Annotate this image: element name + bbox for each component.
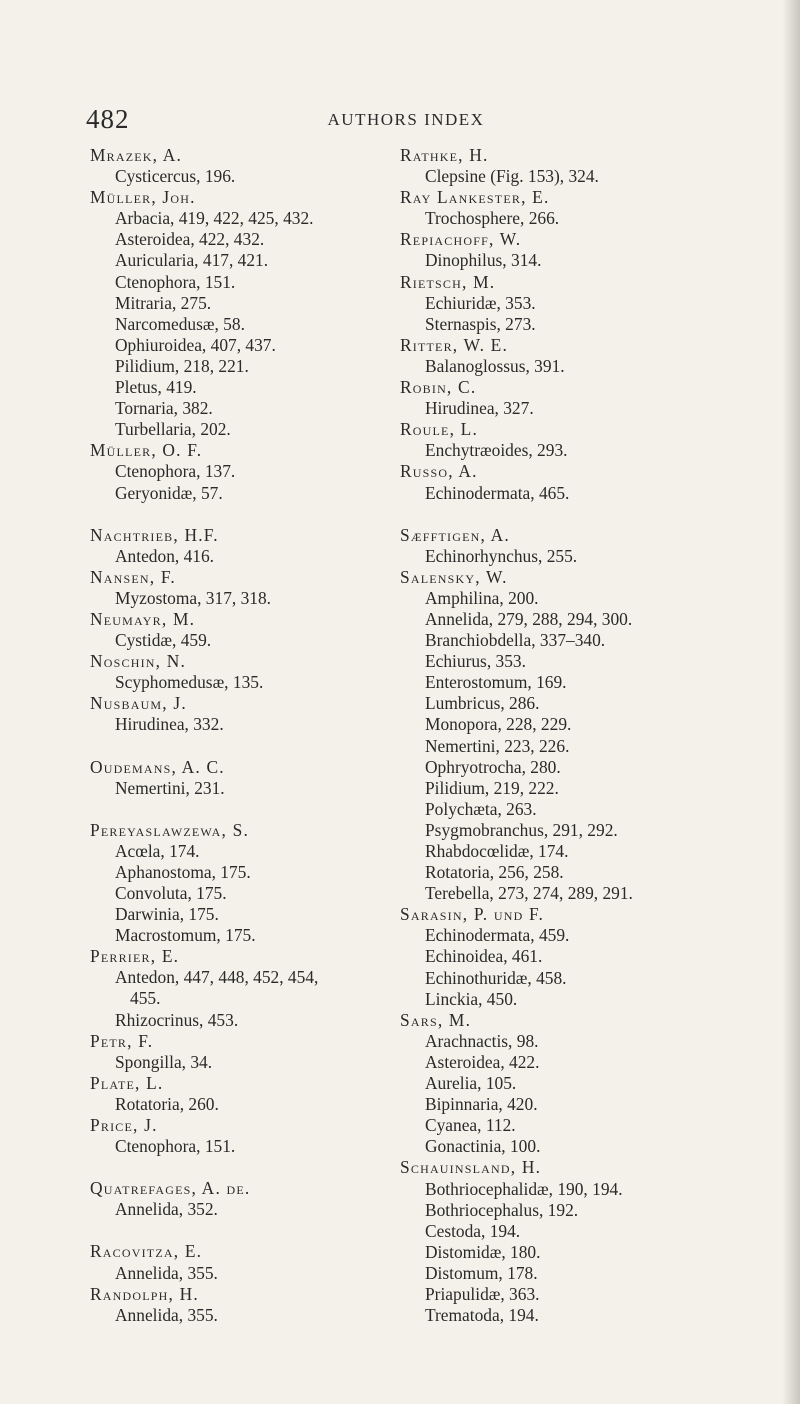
subject-reference: Nemertini, 223, 226. (425, 735, 570, 756)
author-name: Robin, C. (400, 377, 477, 398)
subject-reference: Tornaria, 382. (115, 398, 213, 419)
author-entry (400, 525, 750, 567)
subject-reference: Narcomedusæ, 58. (115, 313, 245, 334)
subject-reference: Pilidium, 218, 221. (115, 355, 249, 376)
section-gap (90, 504, 420, 525)
subject-reference: Acœla, 174. (115, 840, 200, 861)
subject-reference: Cestoda, 194. (425, 1220, 521, 1241)
index-column-right (400, 145, 750, 1326)
author-entry (400, 567, 750, 905)
author-name: Noschin, N. (90, 651, 187, 672)
author-name: Mrazek, A. (90, 145, 183, 165)
author-name: Racovitza, E. (90, 1241, 203, 1262)
subject-reference: Rhabdocœlidæ, 174. (425, 841, 569, 861)
subject-reference: Priapulidæ, 363. (425, 1283, 540, 1304)
subject-reference: Echinodermata, 459. (425, 925, 570, 946)
author-entry (90, 1115, 420, 1157)
author-name: Petr, F. (90, 1030, 154, 1051)
subject-reference: Ctenophora, 137. (115, 461, 236, 482)
author-entry (400, 335, 750, 377)
subject-reference: Ophiuroidea, 407, 437. (115, 334, 276, 355)
subject-reference: Branchiobdella, 337–340. (425, 630, 606, 651)
subject-reference: Echiurus, 353. (425, 651, 526, 672)
subject-reference: Asteroidea, 422. (425, 1051, 540, 1072)
subject-reference: Darwinia, 175. (115, 904, 219, 925)
author-name: Quatrefages, A. de. (90, 1178, 251, 1199)
subject-reference: Antedon, 447, 448, 452, 454, (115, 967, 319, 988)
subject-reference: Linckia, 450. (425, 988, 518, 1009)
author-entry (400, 187, 750, 229)
subject-reference: Trochosphere, 266. (425, 208, 560, 229)
subject-reference: Annelida, 279, 288, 294, 300. (425, 608, 633, 629)
subject-reference: Myzostoma, 317, 318. (115, 587, 272, 608)
subject-reference: Macrostomum, 175. (115, 925, 256, 946)
author-name: Repiachoff, W. (400, 229, 522, 250)
section-gap (90, 799, 420, 820)
subject-reference: Gonactinia, 100. (425, 1136, 541, 1157)
subject-reference: Arbacia, 419, 422, 425, 432. (115, 208, 314, 229)
subject-reference: 455. (130, 988, 161, 1009)
author-entry (400, 145, 750, 187)
index-column-left (90, 145, 420, 1326)
subject-reference: Psygmobranchus, 291, 292. (425, 819, 618, 840)
author-name: Nachtrieb, H.F. (90, 524, 219, 545)
subject-reference: Distomidæ, 180. (425, 1241, 541, 1262)
author-name: Price, J. (90, 1115, 158, 1136)
author-entry (400, 461, 750, 503)
subject-reference: Balanoglossus, 391. (425, 355, 565, 376)
author-entry (90, 693, 420, 735)
subject-reference: Amphilina, 200. (425, 587, 539, 608)
author-entry (90, 609, 420, 651)
author-entry (90, 1031, 420, 1073)
subject-reference: Echinorhynchus, 255. (425, 545, 578, 566)
running-head (86, 104, 726, 134)
subject-reference: Monopora, 228, 229. (425, 714, 572, 735)
subject-reference: Lumbricus, 286. (425, 693, 540, 714)
subject-reference: Nemertini, 231. (115, 777, 225, 798)
author-name: Nusbaum, J. (90, 693, 187, 714)
author-entry (90, 1284, 420, 1326)
author-name: Müller, Joh. (90, 187, 196, 208)
subject-reference: Mitraria, 275. (115, 292, 212, 313)
author-name: Russo, A. (400, 461, 478, 482)
section-gap (90, 1220, 420, 1241)
author-name: Neumayr, M. (90, 608, 196, 629)
author-name: Sæfftigen, A. (400, 524, 510, 545)
author-entry (90, 1241, 420, 1283)
author-entry (90, 145, 420, 187)
subject-reference: Aurelia, 105. (425, 1073, 517, 1094)
subject-reference: Polychæta, 263. (425, 798, 537, 819)
subject-reference: Aphanostoma, 175. (115, 861, 251, 882)
section-gap (90, 736, 420, 757)
subject-reference: Spongilla, 34. (115, 1051, 213, 1072)
page-number: 482 (86, 104, 130, 134)
author-name: Sars, M. (400, 1009, 472, 1030)
subject-reference: Rhizocrinus, 453. (115, 1009, 239, 1030)
author-name: Ray Lankester, E. (400, 187, 550, 208)
author-entry (400, 1157, 750, 1326)
author-name: Müller, O. F. (90, 440, 203, 461)
author-entry (400, 229, 750, 271)
author-entry (400, 904, 750, 1009)
subject-reference: Turbellaria, 202. (115, 419, 231, 440)
author-entry (90, 525, 420, 567)
section-gap (90, 1157, 420, 1178)
author-entry (90, 1073, 420, 1115)
author-entry (90, 820, 420, 947)
subject-reference: Rotatoria, 260. (115, 1093, 219, 1114)
subject-reference: Ctenophora, 151. (115, 271, 236, 292)
subject-reference: Convoluta, 175. (115, 883, 227, 903)
subject-reference: Auricularia, 417, 421. (115, 250, 269, 271)
subject-reference: Scyphomedusæ, 135. (115, 672, 264, 693)
subject-reference: Ophryotrocha, 280. (425, 756, 561, 777)
author-entry (90, 187, 420, 440)
subject-reference: Annelida, 355. (115, 1304, 218, 1325)
author-name: Roule, L. (400, 419, 479, 440)
subject-reference: Bothriocephalus, 192. (425, 1199, 579, 1220)
author-entry (90, 1178, 420, 1220)
section-gap (400, 504, 750, 525)
author-entry (90, 567, 420, 609)
author-name: Pereyaslawzewa, S. (90, 819, 250, 840)
subject-reference: Antedon, 416. (115, 545, 215, 566)
subject-reference: Dinophilus, 314. (425, 250, 542, 271)
subject-reference: Echinoidea, 461. (425, 946, 543, 967)
subject-reference: Pletus, 419. (115, 377, 197, 398)
author-name: Schauinsland, H. (400, 1157, 542, 1178)
author-name: Plate, L. (90, 1072, 164, 1093)
author-entry (90, 946, 420, 1030)
author-entry (90, 440, 420, 503)
subject-reference: Sternaspis, 273. (425, 313, 536, 334)
author-name: Rathke, H. (400, 145, 489, 165)
author-entry (400, 272, 750, 335)
author-name: Randolph, H. (90, 1283, 199, 1304)
author-entry (90, 651, 420, 693)
subject-reference: Pilidium, 219, 222. (425, 777, 559, 798)
author-name: Ritter, W. E. (400, 334, 509, 355)
author-name: Salensky, W. (400, 566, 508, 587)
author-name: Perrier, E. (90, 946, 180, 967)
subject-reference: Clepsine (Fig. 153), 324. (425, 166, 599, 187)
subject-reference: Annelida, 352. (115, 1199, 218, 1220)
subject-reference: Ctenophora, 151. (115, 1136, 236, 1157)
author-entry (400, 377, 750, 419)
page-edge-shadow (782, 0, 800, 1404)
subject-reference: Arachnactis, 98. (425, 1030, 539, 1051)
subject-reference: Echiuridæ, 353. (425, 292, 536, 313)
subject-reference: Enterostomum, 169. (425, 672, 567, 693)
subject-reference: Geryonidæ, 57. (115, 482, 223, 503)
subject-reference: Hirudinea, 327. (425, 398, 534, 419)
author-name: Nansen, F. (90, 566, 176, 587)
author-entry (90, 757, 420, 799)
running-title: AUTHORS INDEX (327, 110, 485, 129)
author-name: Oudemans, A. C. (90, 756, 225, 777)
subject-reference: Trematoda, 194. (425, 1305, 539, 1326)
author-entry (400, 419, 750, 461)
subject-reference: Cystidæ, 459. (115, 630, 212, 651)
author-entry (400, 1010, 750, 1158)
subject-reference: Enchytræoides, 293. (425, 440, 568, 461)
subject-reference: Terebella, 273, 274, 289, 291. (425, 883, 633, 904)
subject-reference: Cysticercus, 196. (115, 166, 236, 187)
subject-reference: Distomum, 178. (425, 1262, 538, 1283)
subject-reference: Cyanea, 112. (425, 1115, 516, 1136)
subject-reference: Asteroidea, 422, 432. (115, 229, 265, 250)
subject-reference: Bothriocephalidæ, 190, 194. (425, 1178, 623, 1199)
subject-reference: Echinodermata, 465. (425, 482, 570, 503)
subject-reference: Bipinnaria, 420. (425, 1094, 538, 1115)
author-name: Sarasin, P. und F. (400, 904, 545, 925)
subject-reference: Echinothuridæ, 458. (425, 967, 567, 988)
subject-reference: Annelida, 355. (115, 1262, 218, 1283)
subject-reference: Hirudinea, 332. (115, 714, 224, 735)
subject-reference: Rotatoria, 256, 258. (425, 862, 564, 883)
author-name: Rietsch, M. (400, 271, 496, 292)
